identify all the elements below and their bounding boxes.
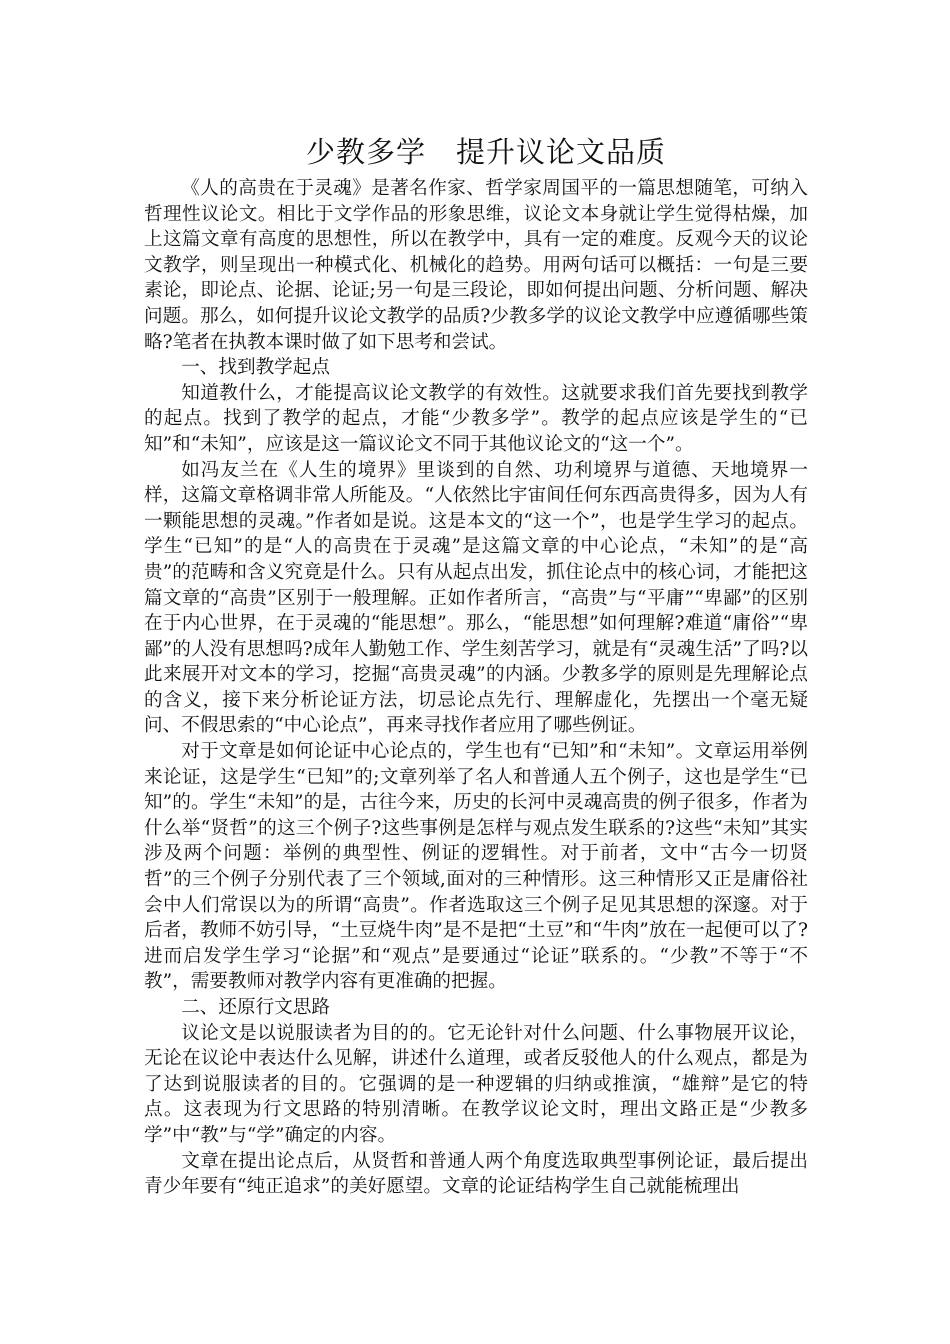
paragraph-intro: 《人的高贵在于灵魂》是著名作家、哲学家周国平的一篇思想随笔，可纳入哲理性议论文。相比于文学作品的形象思维，议论文本身就让学生觉得枯燥，加上这篇文章有高度的思想性，所以在教学中，具有一定的难度。反观今天的议论文教学，则呈现出一种模式化、机械化的趋势。用两句话可以概括：一句是三要素论，即论点、论据、论证;另一句是三段论，即如何提出问题、分析问题、解决问题。那么，如何提升议论文教学的品质?少教多学的议论文教学中应遵循哪些策略?笔者在执教本课时做了如下思考和尝试。 <box>144 178 808 353</box>
document-title: 少教多学 提升议论文品质 <box>305 135 666 169</box>
paragraph-2-1: 议论文是以说服读者为目的的。它无论针对什么问题、什么事物展开议论，无论在议论中表达什么见解，讲述什么道理，或者反驳他人的什么观点，都是为了达到说服读者的目的。它强调的是一种逻辑的归纳或推演，“雄辩”是它的特点。这表现为行文思路的特别清晰。在教学议论文时，理出文路正是“少教多学”中“教”与“学”确定的内容。 <box>144 1022 808 1146</box>
paragraph-1-1: 知道教什么，才能提高议论文教学的有效性。这就要求我们首先要找到教学的起点。找到了教学的起点，才能“少教多学”。教学的起点应该是学生的“已知”和“未知”，应该是这一篇议论文不同于其他议论文的“这一个”。 <box>144 382 808 455</box>
section-heading-1: 一、找到教学起点 <box>181 357 330 379</box>
paragraph-2-2: 文章在提出论点后，从贤哲和普通人两个角度选取典型事例论证，最后提出青少年要有“纯正追求”的美好愿望。文章的论证结构学生自己就能梳理出 <box>144 1150 808 1198</box>
section-heading-2: 二、还原行文思路 <box>181 997 330 1018</box>
document-page <box>144 128 808 1200</box>
paragraph-1-2: 如冯友兰在《人生的境界》里谈到的自然、功利境界与道德、天地境界一样，这篇文章格调非常人所能及。“人依然比宇宙间任何东西高贵得多，因为人有一颗能思想的灵魂。”作者如是说。这是本文的“这一个”，也是学生学习的起点。学生“已知”的是“人的高贵在于灵魂”是这篇文章的中心论点，“未知”的是“高贵”的范畴和含义究竟是什么。只有从起点出发，抓住论点中的核心词，才能把这篇文章的“高贵”区别于一般理解。正如作者所言，“高贵”与“平庸”“卑鄙”的区别在于内心世界，在于灵魂的“能思想”。那么，“能思想”如何理解?难道“庸俗”“卑鄙”的人没有思想吗?成年人勤勉工作、学生刻苦学习，就是有“灵魂生活”了吗?以此来展开对文本的学习，挖掘“高贵灵魂”的内涵。少教多学的原则是先理解论点的含义，接下来分析论证方法，切忌论点先行、理解虚化，先摆出一个毫无疑问、不假思索的“中心论点”，再来寻找作者应用了哪些例证。 <box>144 459 808 737</box>
paragraph-1-3: 对于文章是如何论证中心论点的，学生也有“已知”和“未知”。文章运用举例来论证，这是学生“已知”的;文章列举了名人和普通人五个例子，这也是学生“已知”的。学生“未知”的是，古往今来，历史的长河中灵魂高贵的例子很多，作者为什么举“贤哲”的这三个例子?这些事例是怎样与观点发生联系的?这些“未知”其实涉及两个问题：举例的典型性、例证的逻辑性。对于前者，文中“古今一切贤哲”的三个例子分别代表了三个领域,面对的三种情形。这三种情形又正是庸俗社会中人们常误以为的所谓“高贵”。作者选取这三个例子足见其思想的深邃。对于后者，教师不妨引导，“土豆烧牛肉”是不是把“土豆”和“牛肉”放在一起便可以了?进而启发学生学习“论据”和“观点”是要通过“论证”联系的。“少教”不等于“不教”，需要教师对教学内容有更准确的把握。 <box>144 741 808 993</box>
